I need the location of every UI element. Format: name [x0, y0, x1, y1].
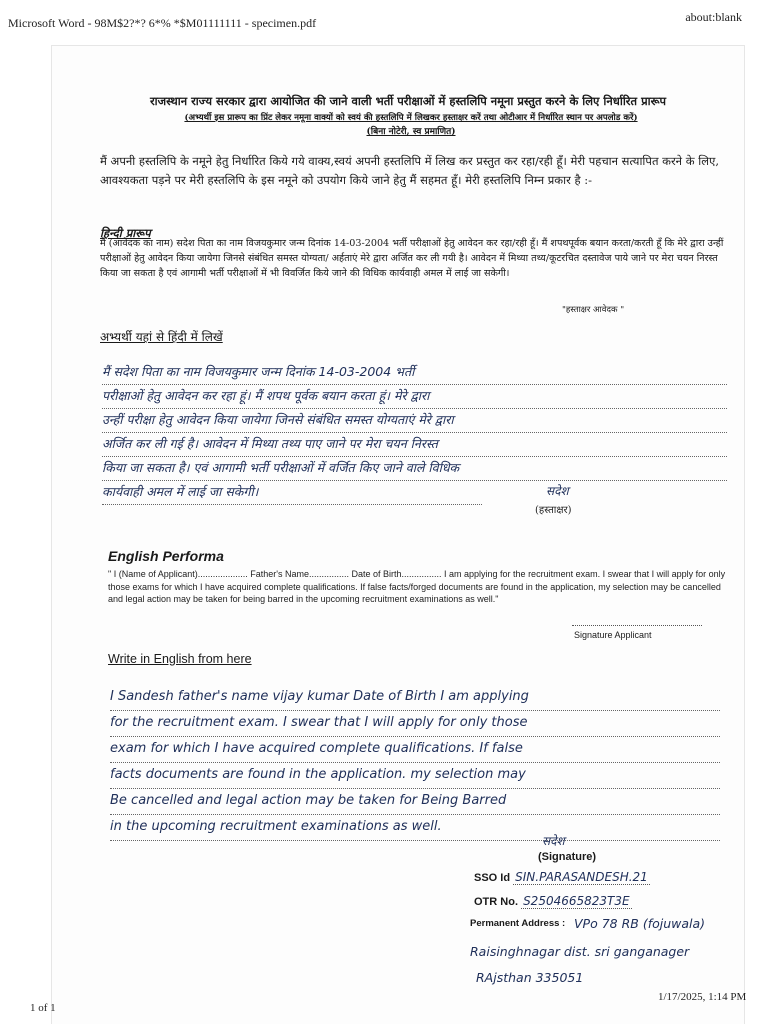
- sso-id-row: [474, 870, 650, 884]
- hindi-handwriting-line: किया जा सकता है। एवं आगामी भर्ती परीक्षाओं में वर्जित किए जाने वाले विधिक: [102, 458, 727, 481]
- hindi-handwritten-signature: सदेश: [546, 484, 569, 498]
- hindi-format-title: हिन्दी प्रारूप: [100, 226, 151, 240]
- otr-value: S2504665823T3E: [523, 894, 630, 908]
- declaration-text: मैं अपनी हस्तलिपि के नमूने हेतु निर्धारित किये गये वाक्य,स्वयं अपनी हस्तलिपि में लिख कर प्रस्तुत कर रहा/रही हूँ। मेरी पहचान सत्यापित करने के लिए, आवश्यकता पड़ने पर मेरी हस्तलिपि के इस नमूने को उपयोग किये जाने हेतु मैं सहमत हूँ। मेरी हस्तलिपि निम्न प्रकार है :-: [100, 154, 719, 187]
- english-performa-heading: English Performa: [108, 548, 224, 564]
- english-handwriting-line: in the upcoming recruitment examinations as well.: [110, 816, 720, 841]
- english-handwriting-line: facts documents are found in the application. my selection may: [110, 764, 720, 789]
- document-page: [52, 46, 747, 1024]
- address-line: Raisinghnagar dist. sri ganganager: [470, 944, 690, 959]
- english-write-heading: Write in English from here: [108, 652, 252, 666]
- signature-caption: (Signature): [538, 851, 597, 863]
- otr-row: [474, 894, 632, 908]
- window-title: Microsoft Word - 98M$2?*? 6*% *$M01111111 - specimen.pdf: [8, 16, 317, 30]
- hindi-write-heading: अभ्यर्थी यहां से हिंदी में लिखें: [100, 330, 223, 344]
- hindi-handwriting-line: परीक्षाओं हेतु आवेदन कर रहा हूं। मैं शपथ पूर्वक बयान करता हूं। मेरे द्वारा: [102, 386, 727, 409]
- form-subtitle-note: (बिना नोटेरी, स्व प्रमाणित): [366, 127, 456, 137]
- form-subtitle: (अभ्यर्थी इस प्रारूप का प्रिंट लेकर नमूना वाक्यों को स्वयं की हस्तलिपि में लिखकर हस्ताक्षर करें तथा ओटीआर में निर्धारित स्थान पर अपलोड करें): [184, 113, 638, 123]
- hindi-signature-label: "हस्ताक्षर आवेदक ": [562, 305, 625, 315]
- hindi-handwriting-line: मैं सदेश पिता का नाम विजयकुमार जन्म दिनांक 14-03-2004 भर्ती: [102, 362, 727, 385]
- english-performa-text: " I (Name of Applicant).................... Father's Name................ Date of Birth................ I am applying for the recruitment exam. I swear that I will apply for only those exams for which I have acquired complete qualifications. If false facts/forged documents are found in the application, my selection may be cancelled and legal action may be taken for being barred in the upcoming recruitment examinations as well.": [108, 569, 726, 604]
- english-handwriting-line: for the recruitment exam. I swear that I will apply for only those: [110, 712, 720, 737]
- hindi-signature-caption: (हस्ताक्षर): [535, 505, 572, 516]
- english-handwriting-line: Be cancelled and legal action may be taken for Being Barred: [110, 790, 720, 815]
- url-label: about:blank: [685, 10, 742, 24]
- signature-line: [572, 625, 702, 626]
- hindi-handwriting-line: उन्हीं परीक्षा हेतु आवेदन किया जायेगा जिनसे संबंधित समस्त योग्यताएं मेरे द्वारा: [102, 410, 727, 433]
- print-timestamp: 1/17/2025, 1:14 PM: [658, 991, 747, 1003]
- otr-label: OTR No.: [474, 896, 518, 908]
- form-title: राजस्थान राज्य सरकार द्वारा आयोजित की जाने वाली भर्ती परीक्षाओं में हस्तलिपि नमूना प्रस्तुत करने के लिए निर्धारित प्रारूप: [149, 94, 667, 108]
- address-line: VPo 78 RB (fojuwala): [574, 916, 706, 931]
- page-count: 1 of 1: [30, 1002, 56, 1014]
- english-handwritten-signature: सदेश: [542, 834, 565, 848]
- english-handwriting-line: I Sandesh father's name vijay kumar Date of Birth I am applying: [110, 686, 720, 711]
- hindi-format-text: मैं (आवेदक का नाम) सदेश पिता का नाम विजयकुमार जन्म दिनांक 14-03-2004 भर्ती परीक्षाओं हेतु आवेदन कर रहा/रही हूँ। मैं शपथपूर्वक बयान करता/करती हूँ कि मेरे द्वारा उन्हीं परीक्षाओं हेतु आवेदन किया जायेगा जिनसे संबंधित समस्त योग्यता/ अर्हताएं मेरे द्वारा अर्जित कर ली गयी है। आवेदन में मिथ्या तथ्य/कूटरचित दस्तावेज पाये जाने पर मेरा चयन निरस्त किया जा सकता है एवं आगामी भर्ती परीक्षाओं में भी विवर्जित किये जाने की विधिक कार्यवाही अमल में लाई जा सकेगी।: [100, 238, 724, 279]
- sso-id-value: SIN.PARASANDESH.21: [515, 870, 648, 884]
- hindi-handwriting-line: अर्जित कर ली गई है। आवेदन में मिथ्या तथ्य पाए जाने पर मेरा चयन निरस्त: [102, 434, 727, 457]
- hindi-handwriting-line: कार्यवाही अमल में लाई जा सकेगी।: [102, 482, 482, 505]
- sso-id-label: SSO Id: [474, 872, 511, 884]
- address-line: RAjsthan 335051: [476, 970, 584, 985]
- english-handwriting-line: exam for which I have acquired complete qualifications. If false: [110, 738, 720, 763]
- address-label: Permanent Address :: [470, 918, 566, 929]
- signature-applicant-label: Signature Applicant: [574, 630, 652, 640]
